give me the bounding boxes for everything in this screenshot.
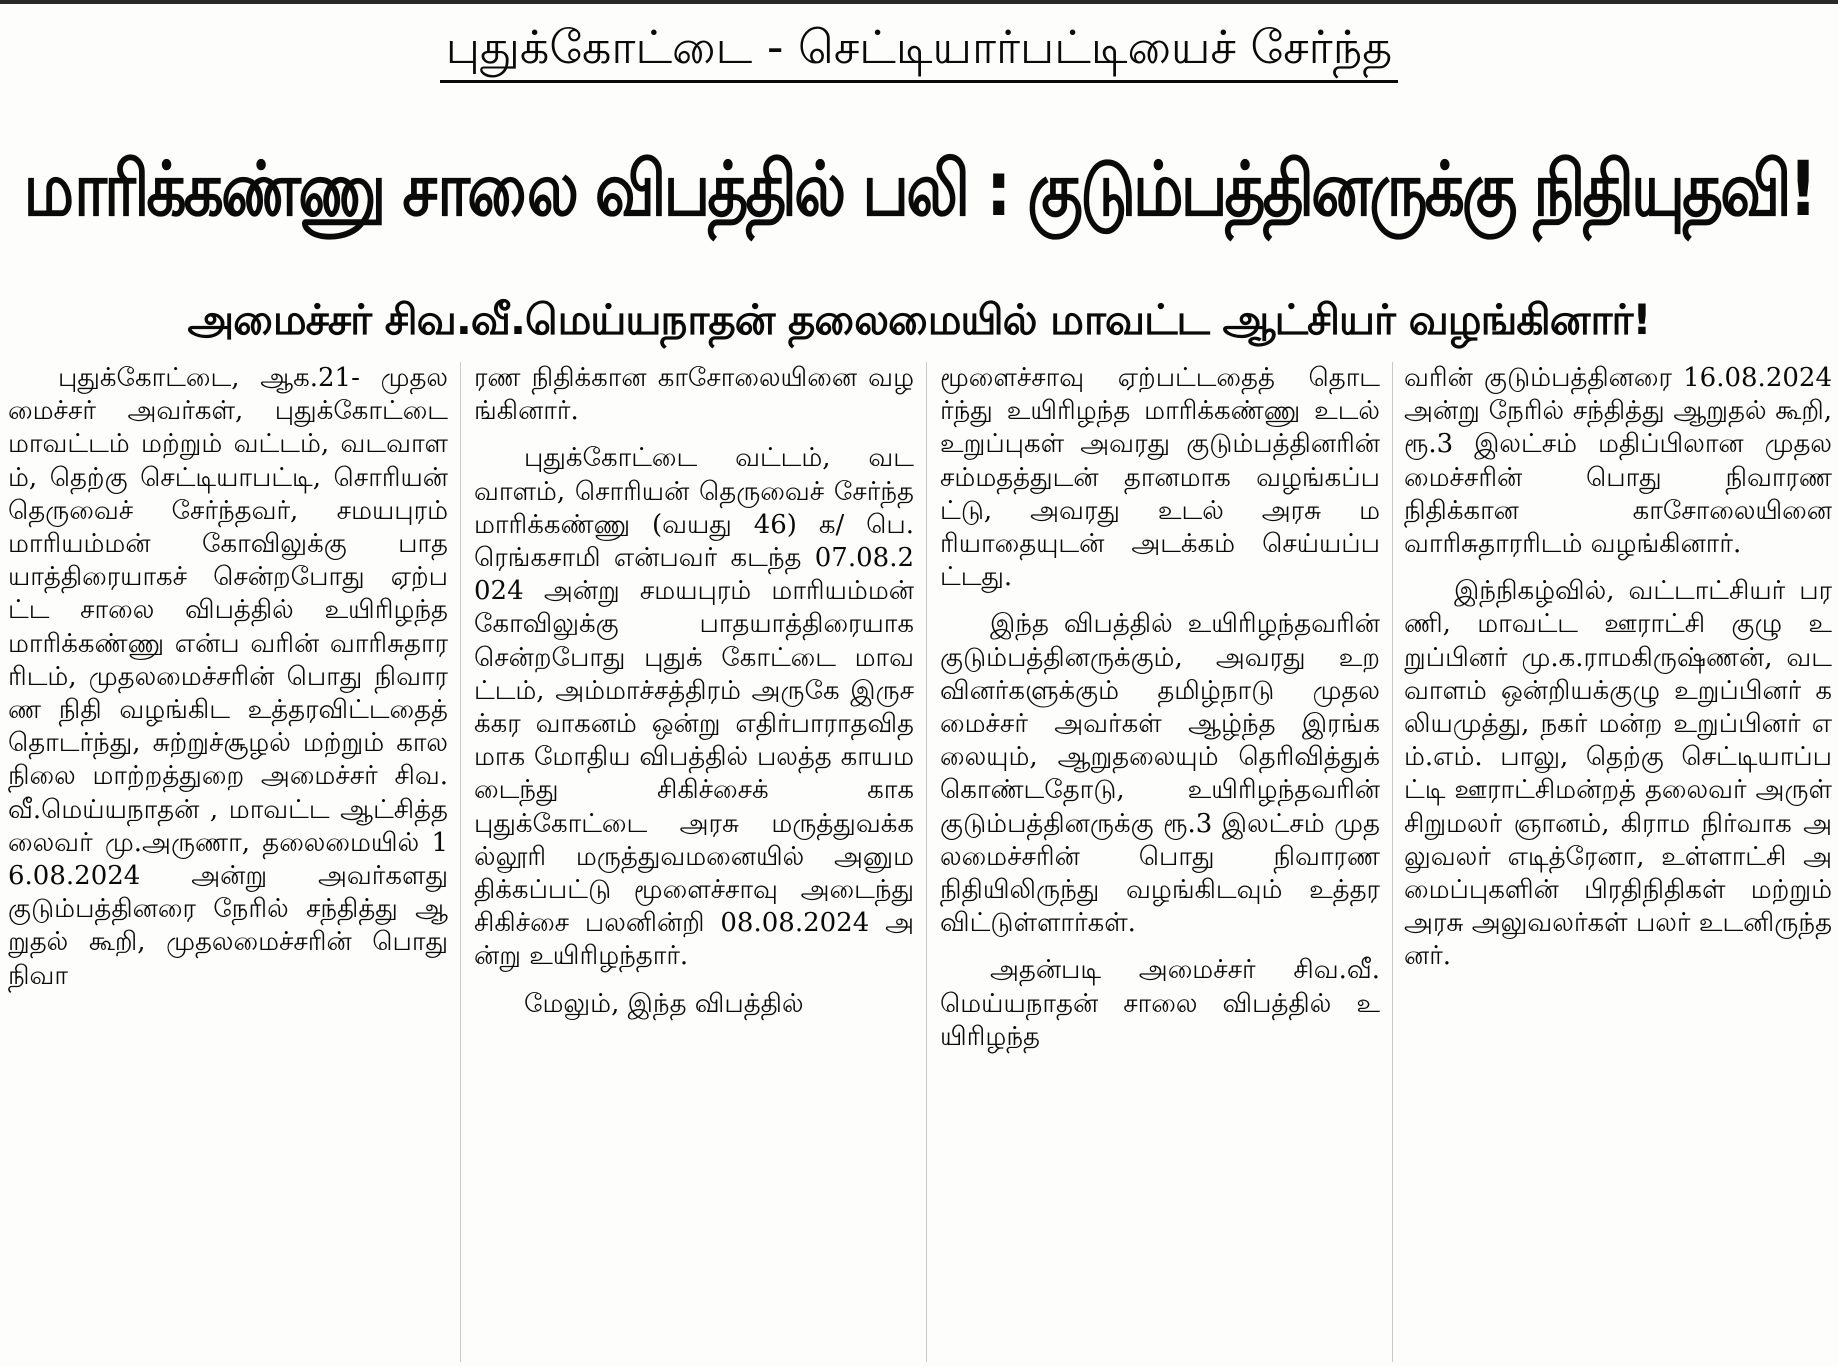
paragraph-continued: மூளைச்சாவு ஏற்பட்டதைத் தொடர்ந்து உயிரிழந்த மாரிக்கண்ணு உடல் உறுப்புகள் அவரது குடும்பத்தினரின் சம்மதத்துடன் தானமாக வழங்கப்பட்டு, அவரது உடல் அரசு மரியாதையுடன் அடக்கம் செய்யப்பட்டது. (940, 363, 1380, 593)
headline: மாரிக்கண்ணு சாலை விபத்தில் பலி : குடும்பத்தினருக்கு நிதியுதவி! (23, 145, 1815, 234)
paragraph-continued: வரின் குடும்பத்தினரை 16.08.2024 அன்று நேரில் சந்தித்து ஆறுதல் கூறி, ரூ.3 இலட்சம் மதிப்பிலான முதலமைச்சரின் பொது நிவாரண நிதிக்கான காசோலையினை வாரிசுதாரரிடம் வழங்கினார். (1404, 363, 1832, 560)
column-2 (474, 362, 914, 1362)
column-3 (940, 362, 1380, 1362)
paragraph: இந்நிகழ்வில், வட்டாட்சியர் பரணி, மாவட்ட ஊராட்சி குழு உறுப்பினர் மு.க.ராமகிருஷ்ணன், வடவாளம் ஒன்றியக்குழு உறுப்பினர் கலியமுத்து, நகர் மன்ற உறுப்பினர் எம்.எம். பாலு, தெற்கு செட்டியாப்பட்டி ஊராட்சிமன்றத் தலைவர் அருள் சிறுமலர் ஞானம், கிராம நிர்வாக அலுவலர் எடித்ரேனா, உள்ளாட்சி அமைப்புகளின் பிரதிநிதிகள் மற்றும் அரசு அலுவலர்கள் பலர் உடனிருந்தனர். (1404, 576, 1832, 972)
kicker-text: புதுக்கோட்டை - செட்டியார்பட்டியைச் சேர்ந்த (440, 14, 1398, 83)
kicker-line (0, 14, 1838, 83)
paragraph: இந்த விபத்தில் உயிரிழந்தவரின் குடும்பத்தினருக்கும், அவரது உறவினர்களுக்கும் தமிழ்நாடு முதலமைச்சர் அவர்கள் ஆழ்ந்த இரங்கலையும், ஆறுதலையும் தெரிவித்துக் கொண்டதோடு, உயிரிழந்தவரின் குடும்பத்தினருக்கு ரூ.3 இலட்சம் முதலமைச்சரின் பொது நிவாரண நிதியிலிருந்து வழங்கிடவும் உத்தரவிட்டுள்ளார்கள். (940, 609, 1380, 939)
subheadline: அமைச்சர் சிவ.வீ.மெய்யநாதன் தலைமையில் மாவட்ட ஆட்சியர் வழங்கினார்! (187, 295, 1651, 344)
top-rule (0, 0, 1838, 4)
article-body (0, 362, 1838, 1366)
column-4 (1404, 362, 1832, 1362)
column-1 (8, 362, 448, 1362)
paragraph: புதுக்கோட்டை வட்டம், வடவாளம், சொரியன் தெருவைச் சேர்ந்த மாரிக்கண்ணு (வயது 46) க/ பெ.ரெங்கசாமி என்பவர் கடந்த 07.08.2024 அன்று சமயபுரம் மாரியம்மன் கோவிலுக்கு பாதயாத்திரையாக சென்றபோது புதுக் கோட்டை மாவட்டம், அம்மாச்சத்திரம் அருகே இருசக்கர வாகனம் ஒன்று எதிர்பாராதவிதமாக மோதிய விபத்தில் பலத்த காயமடைந்து சிகிச்சைக் காக புதுக்கோட்டை அரசு மருத்துவக்கல்லூரி மருத்துவமனையில் அனுமதிக்கப்பட்டு மூளைச்சாவு அடைந்து சிகிச்சை பலனின்றி 08.08.2024 அன்று உயிரிழந்தார். (474, 443, 914, 972)
paragraph: புதுக்கோட்டை, ஆக.21- முதலமைச்சர் அவர்கள், புதுக்கோட்டை மாவட்டம் மற்றும் வட்டம், வடவாளம், தெற்கு செட்டியாபட்டி, சொரியன் தெருவைச் சேர்ந்தவர், சமயபுரம் மாரியம்மன் கோவிலுக்கு பாதயாத்திரையாகச் சென்றபோது ஏற்பட்ட சாலை விபத்தில் உயிரிழந்த மாரிக்கண்ணு என்ப வரின் வாரிசுதாரரிடம், முதலமைச்சரின் பொது நிவாரண நிதி வழங்கிட உத்தரவிட்டதைத் தொடர்ந்து, சுற்றுச்சூழல் மற்றும் காலநிலை மாற்றத்துறை அமைச்சர் சிவ.வீ.மெய்யநாதன் , மாவட்ட ஆட்சித்தலைவர் மு.அருணா, தலைமையில் 16.08.2024 அன்று அவர்களது குடும்பத்தினரை நேரில் சந்தித்து ஆறுதல் கூறி, முதலமைச்சரின் பொது நிவா (8, 363, 448, 991)
paragraph: மேலும், இந்த விபத்தில் (524, 988, 804, 1019)
paragraph-continued: ரண நிதிக்கான காசோலையினை வழங்கினார். (474, 363, 914, 427)
paragraph: அதன்படி அமைச்சர் சிவ.வீ.மெய்யநாதன் சாலை விபத்தில் உயிரிழந்த (940, 955, 1380, 1052)
